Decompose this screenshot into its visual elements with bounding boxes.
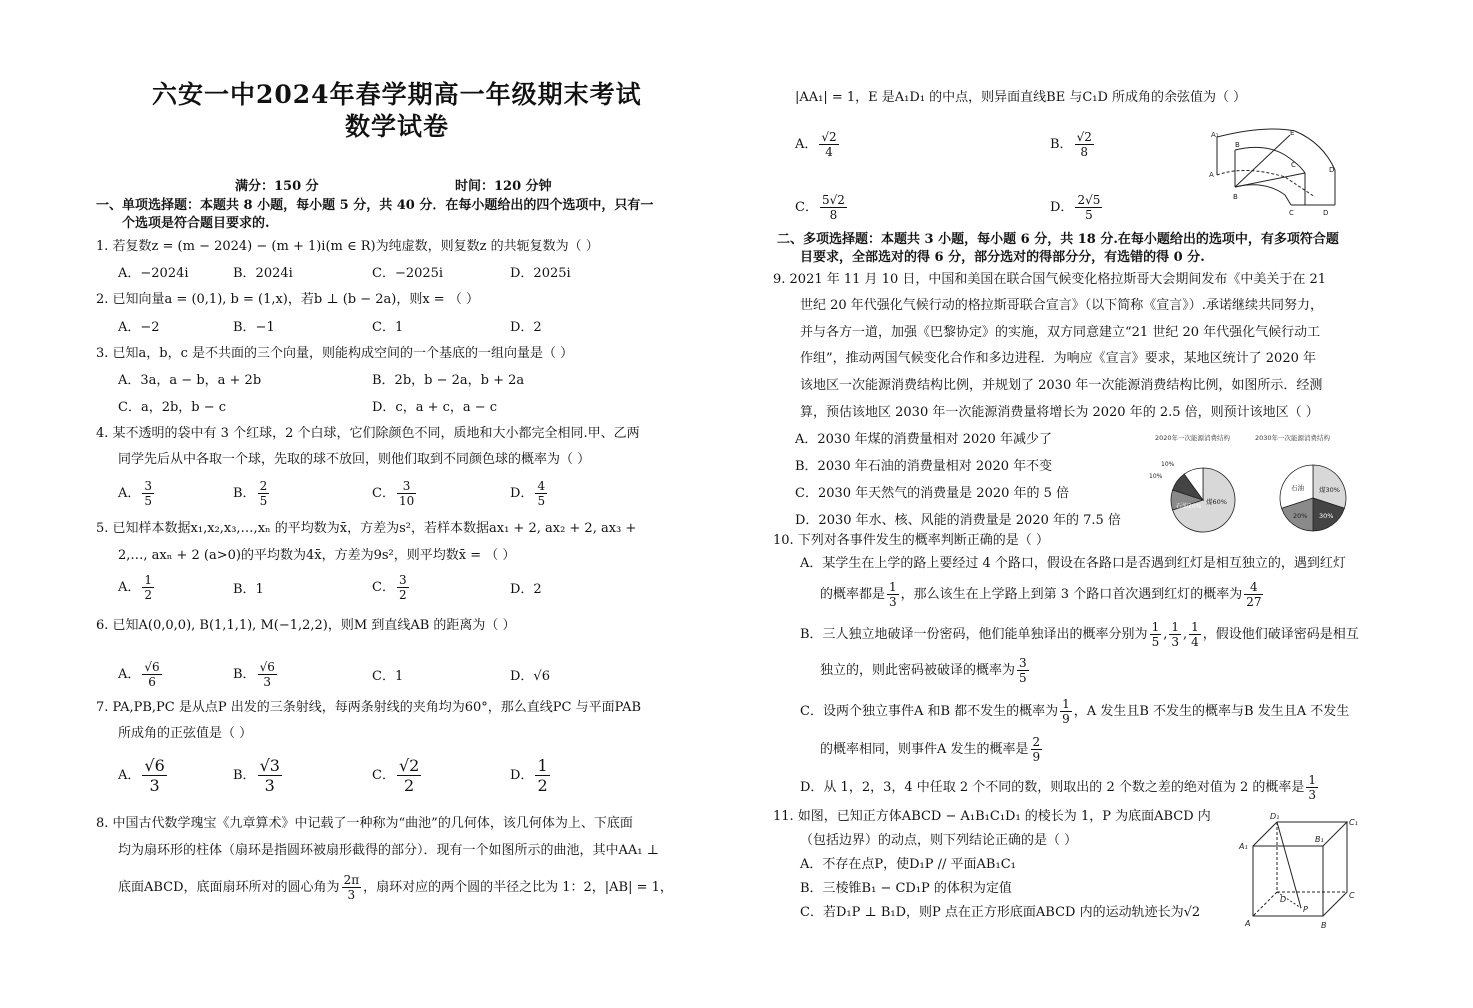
q2-option-a[interactable]: A．−2 xyxy=(118,320,160,335)
q11-stem-line1: 11. 如图，已知正方体ABCD − A₁B₁C₁D₁ 的棱长为 1，P 为底面ABCD 内 xyxy=(773,809,1211,824)
section2-heading-cont: 目要求，全部选对的得 6 分，部分选对的得部分分，有选错的得 0 分. xyxy=(800,250,1205,265)
q2-option-d[interactable]: D．2 xyxy=(510,320,542,335)
q10-option-b-line1[interactable]: B．三人独立地破译一份密码，他们能单独译出的概率分别为 $\frac{1}{5}$ , $\frac{1}{3}$ , $\frac{1}{4}$ ，假设他们破译密码是相互 xyxy=(800,620,1359,649)
pie2020-coal-label: 煤60% xyxy=(1206,498,1227,506)
q9-option-a[interactable]: A．2030 年煤的消费量相对 2020 年减少了 xyxy=(795,432,1052,447)
outer-top-arc xyxy=(1217,129,1295,137)
label-c: C xyxy=(1289,209,1294,217)
q10-option-a-line1[interactable]: A．某学生在上学的路上要经过 4 个路口，假设在各路口是否遇到红灯是相互独立的，遇到红灯 xyxy=(800,556,1346,571)
q5-option-a[interactable]: A． $\frac{1}{2}$ xyxy=(118,573,153,602)
label-c1: C xyxy=(1291,161,1296,169)
q5-stem-line2: 2,…, axₙ + 2 (a>0)的平均数为4x̄，方差为9s²，则平均数x̄ = （ ） xyxy=(118,548,516,563)
q10-stem: 10. 下列对各事件发生的概率判断正确的是（ ） xyxy=(773,533,1049,548)
q3-option-b[interactable]: B．2b，b − 2a，b + 2a xyxy=(372,373,525,388)
q9-stem-line3: 并与各方一道，加强《巴黎协定》的实施，双方同意建立“21 世纪 20 年代强化气候行动工 xyxy=(800,325,1321,340)
cube-label-a: A xyxy=(1245,919,1251,928)
q6-option-d[interactable]: D．√6 xyxy=(510,669,550,684)
pie2030-coal-label: 煤30% xyxy=(1319,486,1340,494)
q8-stem-line1: 8. 中国古代数学瑰宝《九章算术》中记载了一种称为“曲池”的几何体，该几何体为上、下底面 xyxy=(96,816,633,831)
q2-stem: 2. 已知向量a = (0,1), b = (1,x)，若b ⊥ (b − 2a)，则x = （ ） xyxy=(96,292,479,307)
q1-stem: 1. 若复数z = (m − 2024) − (m + 1)i(m ∈ R)为纯虚数，则复数z 的共轭复数为（ ） xyxy=(96,239,599,254)
label-b: B xyxy=(1233,193,1238,201)
page-subtitle: 数学试卷 xyxy=(345,112,450,141)
q2-option-c[interactable]: C．1 xyxy=(372,320,404,335)
label-a: A xyxy=(1209,171,1214,179)
q7-option-d[interactable]: D． $\frac{1}{2}$ xyxy=(510,756,548,795)
q10-option-c-line2[interactable]: 的概率相同，则事件A 发生的概率是 $\frac{2}{9}$ xyxy=(820,735,1041,764)
q8-stem-line2: 均为扇环形的柱体（扇环是指圆环被扇形截得的部分）．现有一个如图所示的曲池，其中AA₁ ⊥ xyxy=(118,843,659,858)
cube-label-a1: A₁ xyxy=(1239,842,1248,851)
q10-option-c-line1[interactable]: C．设两个独立事件A 和B 都不发生的概率为 $\frac{1}{9}$ ，A 发生且B 不发生的概率与B 发生且A 不发生 xyxy=(800,697,1350,726)
q9-stem-line2: 世纪 20 年代强化气候行动的格拉斯哥联合宣言》（以下简称《宣言》）.承诺继续共同努力， xyxy=(800,298,1323,313)
q11-option-a[interactable]: A．不存在点P，使D₁P // 平面AB₁C₁ xyxy=(800,857,1016,872)
q6-option-c[interactable]: C．1 xyxy=(372,669,404,684)
cube-front-face xyxy=(1253,846,1323,916)
exam-time: 时间：120 分钟 xyxy=(455,179,552,194)
section2-heading: 二、多项选择题：本题共 3 小题，每小题 6 分，共 18 分.在每小题给出的选项中，有多项符合题 xyxy=(777,232,1339,247)
q1-option-c[interactable]: C．−2025i xyxy=(372,266,444,281)
q3-option-d[interactable]: D．c，a + c，a − c xyxy=(372,400,498,415)
label-d: D xyxy=(1323,209,1329,217)
q8-option-b[interactable]: B． $\frac{√2}{8}$ xyxy=(1050,130,1092,159)
q7-option-a[interactable]: A． $\frac{√6}{3}$ xyxy=(118,756,165,795)
q3-option-a[interactable]: A．3a，a − b，a + 2b xyxy=(118,373,262,388)
full-score: 满分：150 分 xyxy=(235,179,319,194)
pie2030-water-label: 30% xyxy=(1319,512,1334,520)
label-d1: D xyxy=(1329,166,1335,174)
section1-heading: 一、单项选择题：本题共 8 小题，每小题 5 分，共 40 分．在每小题给出的四个选项中，只有一 xyxy=(96,198,654,213)
q5-option-b[interactable]: B．1 xyxy=(233,582,264,597)
q2-option-b[interactable]: B．−1 xyxy=(233,320,275,335)
outer-top-arc-2 xyxy=(1295,131,1335,170)
cube-label-d1: D₁ xyxy=(1270,812,1280,821)
pie2030-oil-label: 石油 xyxy=(1291,484,1304,492)
cube-label-p: P xyxy=(1303,905,1308,914)
q1-option-b[interactable]: B．2024i xyxy=(233,266,293,281)
q4-option-a[interactable]: A． $\frac{3}{5}$ xyxy=(118,479,153,508)
page-title: 六安一中2024年春学期高一年级期末考试 xyxy=(152,80,642,109)
q8-option-d[interactable]: D． $\frac{2√5}{5}$ xyxy=(1050,193,1101,222)
curved-pool-figure xyxy=(1205,125,1345,220)
q8-option-c[interactable]: C． $\frac{5√2}{8}$ xyxy=(795,193,845,222)
q7-option-b[interactable]: B． $\frac{√3}{3}$ xyxy=(233,756,280,795)
q11-option-c[interactable]: C．若D₁P ⊥ B₁D，则P 点在正方形底面ABCD 内的运动轨迹长为√2 xyxy=(800,905,1201,920)
q3-option-c[interactable]: C．a，2b，b − c xyxy=(118,400,227,415)
q4-stem-line1: 4. 某不透明的袋中有 3 个红球，2 个白球，它们除颜色不同，质地和大小都完全相同.甲、乙两 xyxy=(96,426,640,441)
q4-option-d[interactable]: D． $\frac{4}{5}$ xyxy=(510,479,546,508)
q5-option-d[interactable]: D．2 xyxy=(510,582,542,597)
energy-pie-figure xyxy=(1143,430,1358,535)
q9-option-b[interactable]: B．2030 年石油的消费量相对 2020 年不变 xyxy=(795,459,1053,474)
q8-stem-line4: |AA₁| = 1，E 是A₁D₁ 的中点，则异面直线BE 与C₁D 所成角的余弦值为（ ） xyxy=(795,90,1247,105)
q9-option-c[interactable]: C．2030 年天然气的消费量是 2020 年的 5 倍 xyxy=(795,486,1070,501)
pie-legend-2020: 2020年一次能源消费结构 xyxy=(1155,434,1231,442)
q9-stem-line5: 该地区一次能源消费结构比例，并规划了 2030 年一次能源消费结构比例，如图所示．经测 xyxy=(800,378,1323,393)
q8-option-a[interactable]: A． $\frac{√2}{4}$ xyxy=(795,130,837,159)
label-b1: B xyxy=(1235,141,1240,149)
q7-option-c[interactable]: C． $\frac{√2}{2}$ xyxy=(372,756,420,795)
label-e: E xyxy=(1290,129,1295,137)
label-a1: A₁ xyxy=(1211,131,1219,139)
q1-option-d[interactable]: D．2025i xyxy=(510,266,571,281)
q9-option-d[interactable]: D．2030 年水、核、风能的消费量是 2020 年的 7.5 倍 xyxy=(795,513,1121,528)
q7-stem-line1: 7. PA,PB,PC 是从点P 出发的三条射线，每两条射线的夹角均为60°，那么直线PC 与平面PAB xyxy=(96,700,642,715)
q4-option-c[interactable]: C． $\frac{3}{10}$ xyxy=(372,479,415,508)
q6-option-b[interactable]: B． $\frac{√6}{3}$ xyxy=(233,660,275,689)
pie2030-gas-label: 20% xyxy=(1293,512,1308,520)
q10-option-b-line2[interactable]: 独立的，则此密码被破译的概率为 $\frac{3}{5}$ xyxy=(820,656,1027,685)
q6-option-a[interactable]: A． $\frac{√6}{6}$ xyxy=(118,660,160,689)
pie2020-gas-label: 10% xyxy=(1149,473,1163,480)
q11-stem-line2: （包括边界）的动点，则下列结论正确的是（ ） xyxy=(800,833,1078,848)
q8-stem-line3: 底面ABCD，底面扇环所对的圆心角为 $\frac{2\pi}{3}$ ，扇环对应的两个圆的半径之比为 1：2，|AB| = 1， xyxy=(118,873,673,902)
q9-stem-line6: 算，预估该地区 2030 年一次能源消费量将增长为 2020 年的 2.5 倍，则预计该地区（ ） xyxy=(800,405,1319,420)
section1-heading-cont: 个选项是符合题目要求的. xyxy=(122,216,270,231)
pie-legend-2030: 2030年一次能源消费结构 xyxy=(1255,434,1331,442)
q5-stem-line1: 5. 已知样本数据x₁,x₂,x₃,…,xₙ 的平均数为x̄，方差为s²，若样本数据ax₁ + 2, ax₂ + 2, ax₃ + xyxy=(96,521,637,536)
cube-label-c: C xyxy=(1349,891,1355,900)
q1-option-a[interactable]: A．−2024i xyxy=(118,266,189,281)
pie2020-water-label: 10% xyxy=(1161,461,1175,468)
cube-label-d: D xyxy=(1280,895,1287,904)
q11-option-b[interactable]: B．三棱锥B₁ − CD₁P 的体积为定值 xyxy=(800,881,1012,896)
cube-label-b: B xyxy=(1321,921,1327,930)
q9-stem-line4: 作组”，推动两国气候变化合作和多边进程．为响应《宣言》要求，某地区统计了 2020 年 xyxy=(800,351,1316,366)
cube-label-b1: B₁ xyxy=(1315,835,1324,844)
q4-stem-line2: 同学先后从中各取一个球，先取的球不放回，则他们取到不同颜色球的概率为（ ） xyxy=(118,452,591,467)
pie2020-oil-label: 石油20% xyxy=(1176,503,1202,510)
q7-stem-line2: 所成角的正弦值是（ ） xyxy=(118,726,253,741)
q9-stem-line1: 9. 2021 年 11 月 10 日，中国和美国在联合国气候变化格拉斯哥大会期间发布《中美关于在 21 xyxy=(773,272,1327,287)
cube-figure xyxy=(1235,808,1370,933)
q10-option-d[interactable]: D．从 1，2，3，4 中任取 2 个不同的数，则取出的 2 个数之差的绝对值为 2 的概率是 $\frac{1}{3}$ xyxy=(800,773,1317,802)
q3-stem: 3. 已知a，b，c 是不共面的三个向量，则能构成空间的一个基底的一组向量是（ ） xyxy=(96,346,574,361)
cube-label-c1: C₁ xyxy=(1349,818,1358,827)
q10-option-a-line2[interactable]: 的概率都是 $\frac{1}{3}$ ，那么该生在上学路上到第 3 个路口首次遇到红灯的概率为 $\frac{4}{27}$ xyxy=(820,580,1262,609)
q6-stem: 6. 已知A(0,0,0), B(1,1,1), M(−1,2,2)，则M 到直线AB 的距离为（ ） xyxy=(96,618,516,633)
q4-option-b[interactable]: B． $\frac{2}{5}$ xyxy=(233,479,268,508)
q5-option-c[interactable]: C． $\frac{3}{2}$ xyxy=(372,573,407,602)
